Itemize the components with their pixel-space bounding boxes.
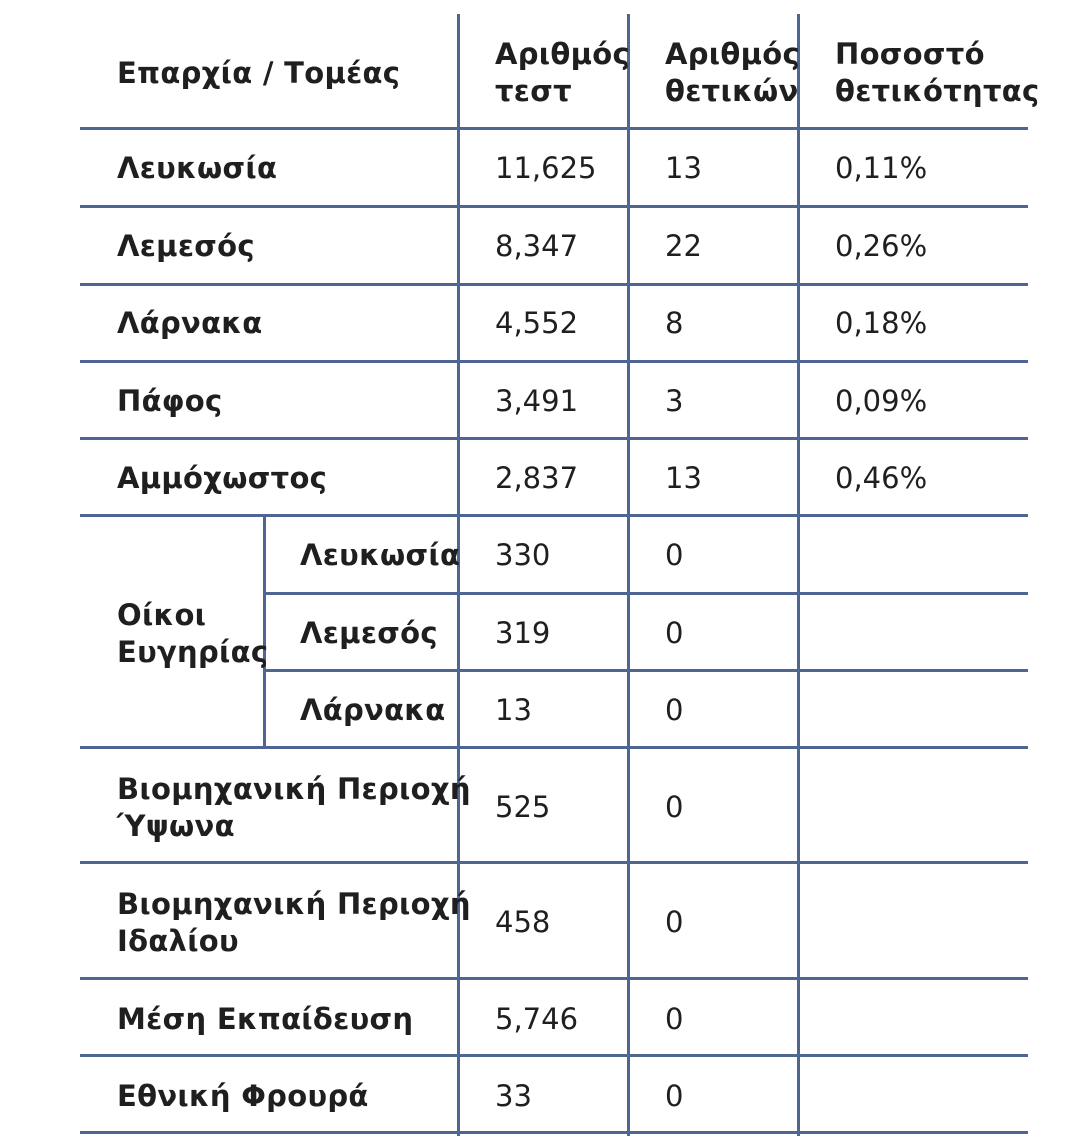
- header-region-sector: Επαρχία / Τομέας: [117, 56, 401, 90]
- tests-paphos: 3,491: [495, 384, 579, 418]
- national-guard-positives: 0: [665, 1079, 684, 1113]
- row-divider: [263, 669, 1028, 672]
- header-positives-line1: Αριθμός: [665, 37, 800, 71]
- national-guard-tests: 33: [495, 1079, 532, 1113]
- care-homes-larnaca-tests: 13: [495, 693, 532, 727]
- header-rate-line2: θετικότητας: [835, 74, 1040, 108]
- ypsonas-label-line1: Βιομηχανική Περιοχή: [117, 772, 471, 806]
- idalion-label-line1: Βιομηχανική Περιοχή: [117, 887, 471, 921]
- rate-limassol: 0,26%: [835, 229, 928, 263]
- ypsonas-positives: 0: [665, 790, 684, 824]
- row-label-larnaca: Λάρνακα: [117, 306, 263, 340]
- care-homes-nicosia-tests: 330: [495, 538, 551, 572]
- national-guard-label: Εθνική Φρουρά: [117, 1079, 369, 1113]
- tests-larnaca: 4,552: [495, 306, 579, 340]
- positives-limassol: 22: [665, 229, 702, 263]
- header-rate-line1: Ποσοστό: [835, 37, 985, 71]
- rate-paphos: 0,09%: [835, 384, 928, 418]
- care-homes-label-line2: Ευγηρίας: [117, 635, 269, 669]
- care-homes-limassol-tests: 319: [495, 616, 551, 650]
- care-homes-label-line1: Οίκοι: [117, 598, 207, 632]
- care-homes-larnaca-label: Λάρνακα: [300, 693, 446, 727]
- rate-famagusta: 0,46%: [835, 461, 928, 495]
- row-label-famagusta: Αμμόχωστος: [117, 461, 328, 495]
- row-divider: [80, 746, 1028, 749]
- positives-nicosia: 13: [665, 151, 702, 185]
- care-homes-limassol-label: Λεμεσός: [300, 616, 438, 650]
- positives-larnaca: 8: [665, 306, 684, 340]
- positives-famagusta: 13: [665, 461, 702, 495]
- row-divider: [80, 437, 1028, 440]
- row-label-paphos: Πάφος: [117, 384, 223, 418]
- rate-nicosia: 0,11%: [835, 151, 928, 185]
- care-homes-nicosia-positives: 0: [665, 538, 684, 572]
- care-homes-limassol-positives: 0: [665, 616, 684, 650]
- care-homes-larnaca-positives: 0: [665, 693, 684, 727]
- column-divider-rate: [797, 14, 800, 1136]
- tests-nicosia: 11,625: [495, 151, 597, 185]
- row-divider: [80, 1131, 1028, 1134]
- tests-limassol: 8,347: [495, 229, 579, 263]
- secondary-education-tests: 5,746: [495, 1002, 579, 1036]
- header-tests-line1: Αριθμός: [495, 37, 630, 71]
- header-positives-line2: θετικών: [665, 74, 799, 108]
- row-divider: [80, 977, 1028, 980]
- tests-famagusta: 2,837: [495, 461, 579, 495]
- row-divider: [80, 514, 1028, 517]
- row-divider: [80, 283, 1028, 286]
- column-divider-tests: [457, 14, 460, 1136]
- row-label-limassol: Λεμεσός: [117, 229, 255, 263]
- row-divider: [263, 592, 1028, 595]
- row-divider: [80, 1054, 1028, 1057]
- row-divider: [80, 360, 1028, 363]
- secondary-education-positives: 0: [665, 1002, 684, 1036]
- header-tests-line2: τεστ: [495, 74, 572, 108]
- row-divider: [80, 861, 1028, 864]
- row-divider: [80, 127, 1028, 130]
- rate-larnaca: 0,18%: [835, 306, 928, 340]
- column-divider-positives: [627, 14, 630, 1136]
- idalion-positives: 0: [665, 905, 684, 939]
- secondary-education-label: Μέση Εκπαίδευση: [117, 1002, 414, 1036]
- row-divider: [80, 205, 1028, 208]
- positives-paphos: 3: [665, 384, 684, 418]
- care-homes-nicosia-label: Λευκωσία: [300, 538, 461, 572]
- idalion-label-line2: Ιδαλίου: [117, 924, 239, 958]
- ypsonas-label-line2: Ύψωνα: [117, 809, 235, 843]
- idalion-tests: 458: [495, 905, 551, 939]
- care-homes-divider: [263, 516, 266, 747]
- ypsonas-tests: 525: [495, 790, 551, 824]
- row-label-nicosia: Λευκωσία: [117, 151, 278, 185]
